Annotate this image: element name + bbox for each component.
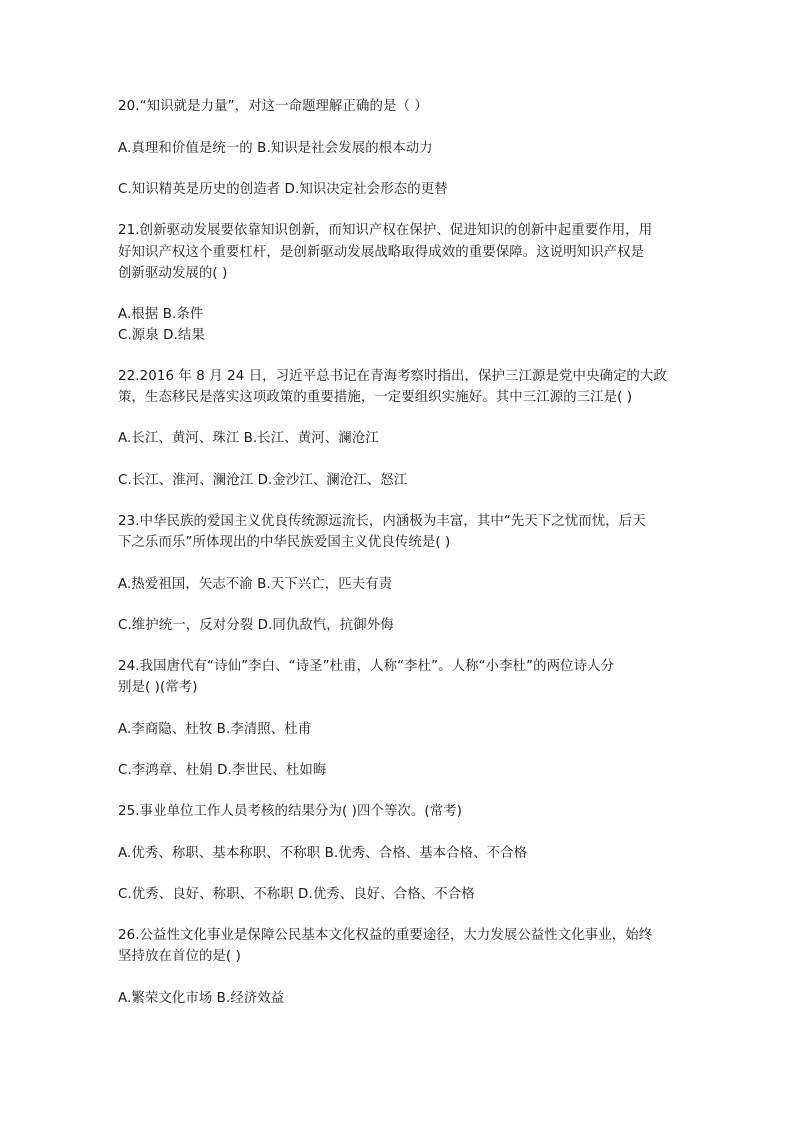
question-20-option-cd: C.知识精英是历史的创造者 D.知识决定社会形态的更替 [118,182,448,197]
question-20-stem: 20.“知识就是力量”，对这一命题理解正确的是（ ） [118,99,428,114]
question-23-stem-line-2: 下之乐而乐”所体现出的中华民族爱国主义优良传统是( ) [118,535,451,550]
question-23-stem-line-1: 23.中华民族的爱国主义优良传统源远流长，内涵极为丰富，其中“先天下之忧而忧，后天 [118,514,646,529]
question-22-option-ab: A.长江、黄河、珠江 B.长江、黄河、澜沧江 [118,431,379,446]
question-21-stem-line-2: 好知识产权这个重要杠杆，是创新驱动发展战略取得成效的重要保障。这说明知识产权是 [118,245,645,260]
question-26-stem-line-1: 26.公益性文化事业是保障公民基本文化权益的重要途径，大力发展公益性文化事业，始终 [118,928,653,943]
question-24-option-ab: A.李商隐、杜牧 B.李清照、杜甫 [118,722,312,737]
question-21-stem-line-1: 21.创新驱动发展要依靠知识创新，而知识产权在保护、促进知识的创新中起重要作用，用 [118,223,653,238]
question-24-stem-line-2: 别是( )(常考) [118,680,198,695]
question-24-option-cd: C.李鸿章、杜娟 D.李世民、杜如晦 [118,763,327,778]
question-23-option-ab: A.热爱祖国，矢志不渝 B.天下兴亡，匹夫有责 [118,577,393,592]
question-21-option-ab: A.根据 B.条件 [118,307,204,322]
question-22-option-cd: C.长江、淮河、澜沧江 D.金沙江、澜沧江、怒江 [118,473,408,488]
question-22-stem-line-2: 策，生态移民是落实这项政策的重要措施，一定要组织实施好。其中三江源的三江是( ) [118,390,633,405]
question-26-stem-line-2: 坚持放在首位的是( ) [118,949,241,964]
question-25-stem: 25.事业单位工作人员考核的结果分为( )四个等次。(常考) [118,804,463,819]
question-26-option-ab: A.繁荣文化市场 B.经济效益 [118,991,285,1006]
question-24-stem-line-1: 24.我国唐代有“诗仙”李白、“诗圣”杜甫，人称“李杜”。人称“小李杜”的两位诗人分 [118,659,615,674]
question-22-stem-line-1: 22.2016 年 8 月 24 日，习近平总书记在青海考察时指出，保护三江源是党中央确定的大政 [118,369,667,384]
question-20-option-ab: A.真理和价值是统一的 B.知识是社会发展的根本动力 [118,141,433,156]
question-21-stem-line-3: 创新驱动发展的( ) [118,266,228,281]
question-21-option-cd: C.源泉 D.结果 [118,328,205,343]
question-25-option-cd: C.优秀、良好、称职、不称职 D.优秀、良好、合格、不合格 [118,887,475,902]
question-25-option-ab: A.优秀、称职、基本称职、不称职 B.优秀、合格、基本合格、不合格 [118,846,528,861]
question-23-option-cd: C.维护统一，反对分裂 D.同仇敌忾，抗御外侮 [118,618,394,633]
